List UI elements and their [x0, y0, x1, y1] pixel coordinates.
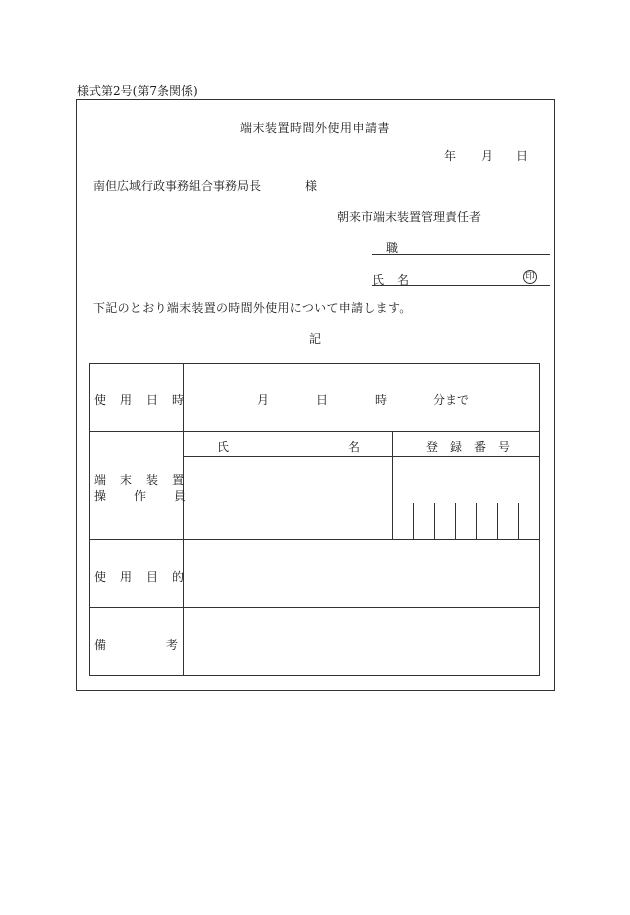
- operator-header-divider: [183, 456, 540, 457]
- remarks-label-second: 考: [166, 638, 179, 652]
- usage-hour-label: 時: [375, 393, 388, 407]
- position-label: 職: [386, 241, 399, 255]
- reg-digit-divider: [413, 503, 414, 539]
- usage-month-label: 月: [257, 393, 270, 407]
- document-title: 端末装置時間外使用申請書: [239, 121, 390, 135]
- date-month-label: 月: [481, 149, 494, 163]
- seal-mark: 印: [523, 270, 537, 284]
- usage-datetime-label: 使用日時: [94, 393, 199, 407]
- date-day-label: 日: [516, 149, 529, 163]
- application-statement: 下記のとおり端末装置の時間外使用について申請します。: [93, 301, 412, 315]
- honorific: 様: [305, 179, 318, 193]
- position-line: [372, 254, 550, 255]
- name-label-second: 名: [397, 273, 410, 287]
- application-table: [89, 363, 540, 676]
- registration-number-header: 登録番号: [426, 440, 523, 454]
- reg-digit-divider: [476, 503, 477, 539]
- form-number-label: 様式第2号(第7条関係): [77, 84, 198, 98]
- operator-label-line2: 操作員: [94, 489, 215, 503]
- remarks-label-first: 備: [94, 638, 107, 652]
- ki-heading: 記: [308, 332, 321, 346]
- name-label-first: 氏: [372, 273, 385, 287]
- applicant-organization: 朝来市端末装置管理責任者: [337, 210, 482, 224]
- date-year-label: 年: [444, 149, 457, 163]
- operator-name-header-first: 氏: [217, 440, 230, 454]
- row-divider-1: [89, 431, 540, 432]
- addressee: 南但広域行政事務組合事務局長: [93, 179, 262, 193]
- row-divider-3: [89, 607, 540, 608]
- usage-purpose-label: 使用目的: [94, 570, 199, 584]
- row-divider-2: [89, 539, 540, 540]
- reg-digit-divider: [497, 503, 498, 539]
- reg-digit-divider: [434, 503, 435, 539]
- usage-until-label: 分まで: [433, 393, 470, 407]
- reg-digit-divider: [455, 503, 456, 539]
- reg-digit-divider: [518, 503, 519, 539]
- name-line: [372, 285, 550, 286]
- operator-name-reg-divider: [392, 431, 393, 539]
- label-column-divider: [183, 363, 184, 676]
- operator-name-header-second: 名: [348, 440, 361, 454]
- usage-day-label: 日: [316, 393, 329, 407]
- operator-label-line1: 端末装置: [94, 473, 199, 487]
